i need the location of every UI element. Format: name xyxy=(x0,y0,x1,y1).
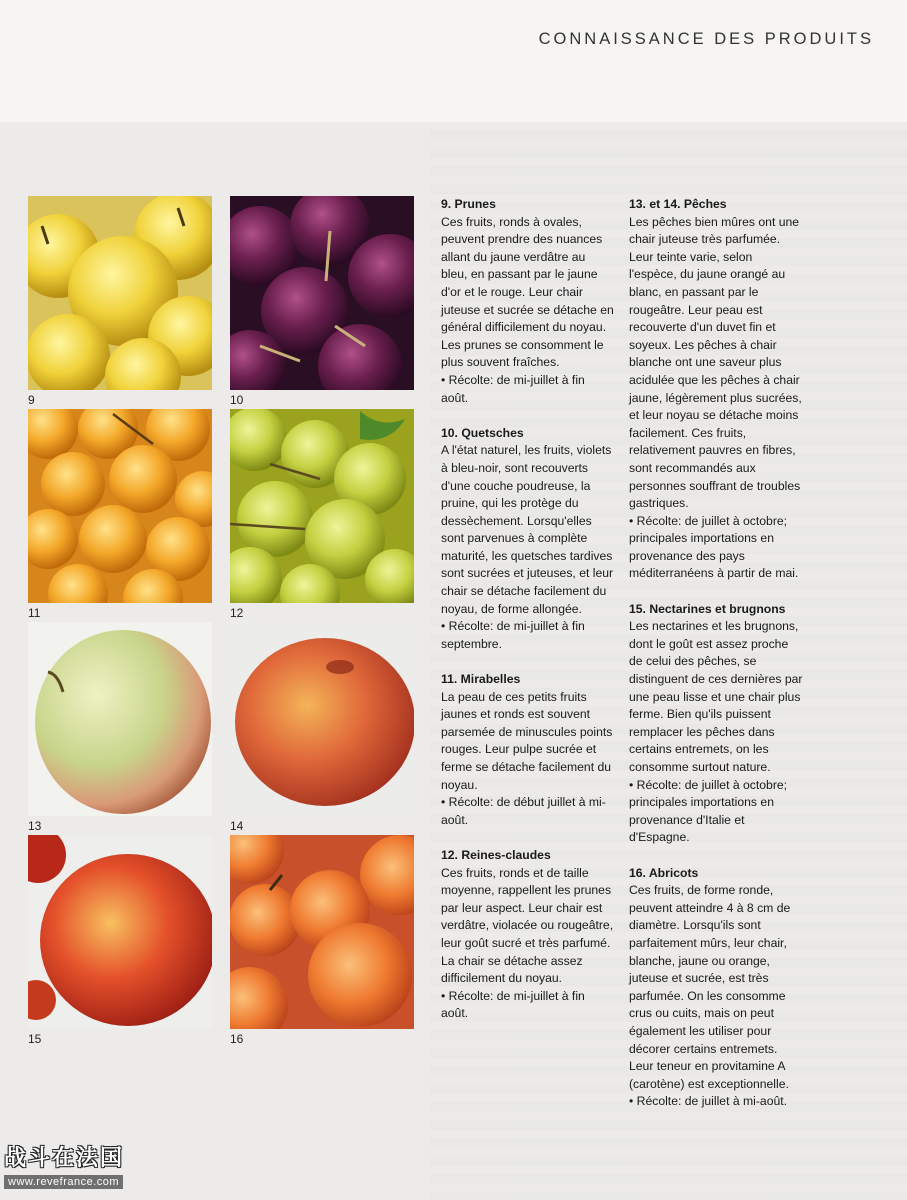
entry-mirabelles xyxy=(441,671,615,829)
entry-body: Ces fruits, ronds et de taille moyenne, rappellent les prunes par leur aspect. Leur chair est verdâtre, violacée ou rougeâtre, leur goût sucré et très parfumé. La chair se détache assez difficilement du noyau. xyxy=(441,865,614,986)
photo-number: 12 xyxy=(230,606,244,620)
entry-harvest: • Récolte: de juillet à octobre; principales importations en provenance des pays méditerranéens à partir de mai. xyxy=(629,513,799,581)
entry-body: La peau de ces petits fruits jaunes et ronds est souvent parsemée de minuscules points rouges. Leur pulpe sucrée et ferme se détache facilement du noyau. xyxy=(441,689,613,792)
photo-yellow-plums xyxy=(28,196,212,390)
entry-title: 12. Reines-claudes xyxy=(441,847,551,862)
text-column-left xyxy=(441,196,615,1041)
entry-title: 13. et 14. Pêches xyxy=(629,197,727,211)
entry-harvest: • Récolte: de juillet à octobre; principales importations en provenance d'Italie et d'Espagne. xyxy=(629,777,788,845)
entry-harvest: • Récolte: de mi-juillet à fin août. xyxy=(441,988,585,1021)
entry-body: Les nectarines et les brugnons, dont le goût est assez proche de celui des pêches, se distinguent de ces dernières par une peau lisse et une chair plus ferme. Bien qu'ils puissent remplacer les pêches dans certains entremets, on les consomme surtout nature. xyxy=(629,619,803,774)
entry-quetsches xyxy=(441,425,615,654)
entry-harvest: • Récolte: de mi-juillet à fin août. xyxy=(441,372,585,405)
watermark-url: www.revefrance.com xyxy=(4,1175,123,1189)
photo-purple-plums xyxy=(230,196,414,390)
entry-title: 11. Mirabelles xyxy=(441,672,521,687)
entry-title: 10. Quetsches xyxy=(441,425,524,440)
photo-number: 13 xyxy=(28,819,42,833)
entry-body: Ces fruits, de forme ronde, peuvent atteindre 4 à 8 cm de diamètre. Lorsqu'ils sont parfaitement mûrs, leur chair, blanche, jaune ou orange, juteuse et sucrée, est très parfumée. On les consomme crus ou cuits, mais on peut également les utiliser pour décorer certains entremets. Leur teneur en provitamine A (carotène) est exceptionnelle. xyxy=(629,883,791,1091)
photo-yellow-peach xyxy=(230,622,414,816)
entry-harvest: • Récolte: de juillet à mi-août. xyxy=(629,1094,788,1109)
entry-body: Ces fruits, ronds à ovales, peuvent prendre des nuances allant du jaune verdâtre au bleu, en passant par le jaune d'or et le rouge. Leur chair juteuse et sucrée se détache en général difficilement du noyau. Les prunes se consomment le plus souvent fraîches. xyxy=(441,214,614,370)
photo-apricots xyxy=(230,835,414,1029)
photo-nectarine xyxy=(28,835,212,1029)
entry-title: 16. Abricots xyxy=(629,865,699,880)
photo-mirabelles xyxy=(28,409,212,603)
entry-harvest: • Récolte: de début juillet à mi-août. xyxy=(441,795,606,827)
entry-body: A l'état naturel, les fruits, violets à bleu-noir, sont recouverts d'une couche poudreuse, la pruine, qui les protège du dessèchement. Lorsqu'elles sont parvenues à complète maturité, les quetsches tardives sont sucrées et juteuses, et leur chair se détache facilement du noyau, de forme allongée. xyxy=(441,443,614,616)
entry-prunes xyxy=(441,196,615,407)
photo-white-peach xyxy=(28,622,212,816)
entry-title: 15. Nectarines et brugnons xyxy=(629,601,786,616)
photo-number: 9 xyxy=(28,393,35,407)
photo-number: 10 xyxy=(230,393,244,407)
text-column-right xyxy=(629,196,803,1128)
photo-number: 14 xyxy=(230,819,244,833)
entry-nectarines xyxy=(629,601,803,847)
entry-body: Les pêches bien mûres ont une chair juteuse très parfumée. Leur teinte varie, selon l'espèce, du jaune orangé au blanc, en passant par le rougeâtre. Leur peau est recouverte d'un duvet fin et soyeux. Les pêches à chair blanche ont une saveur plus acidulée que les pêches à chair jaune, légèrement plus sucrées, et leur noyau se détache moins facilement. Ces fruits, relativement pauvres en fibres, sont recommandés aux personnes souffrant de troubles gastriques. xyxy=(629,214,802,511)
section-header: CONNAISSANCE DES PRODUITS xyxy=(538,30,874,48)
watermark-text: 战斗在法国 xyxy=(4,1146,125,1171)
watermark-logo xyxy=(4,1146,147,1190)
entry-reines-claudes xyxy=(441,847,615,1023)
entry-peches xyxy=(629,196,803,583)
photo-greengages xyxy=(230,409,414,603)
photo-number: 16 xyxy=(230,1032,244,1046)
photo-number: 15 xyxy=(28,1032,42,1046)
photo-number: 11 xyxy=(28,606,41,620)
entry-title: 9. Prunes xyxy=(441,197,496,211)
entry-abricots xyxy=(629,865,803,1111)
entry-harvest: • Récolte: de mi-juillet à fin septembre. xyxy=(441,619,585,651)
